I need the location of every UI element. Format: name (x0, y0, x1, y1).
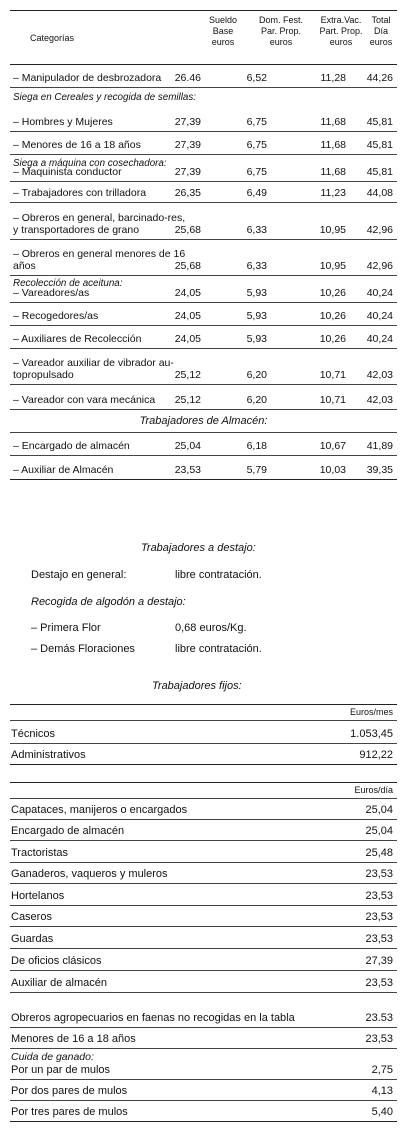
table-row: – Manipulador de desbrozadora 26.46 6,52 11,28 44,26 (10, 65, 397, 88)
table-row: Hortelanos 23,53 (10, 884, 397, 906)
table-row: Guardas 23,53 (10, 927, 397, 949)
wage-table (10, 10, 397, 480)
almacen-heading: Trabajadores de Almacén: (10, 410, 397, 433)
table-row: De oficios clásicos 27,39 (10, 949, 397, 971)
algodon-item-value: 0,68 euros/Kg. (175, 622, 247, 634)
table-row: – Menores de 16 a 18 años 27,39 6,75 11,68 45,81 (10, 132, 397, 155)
unit-mes: Euros/mes (10, 704, 397, 721)
table-row: Encargado de almacén 25,04 (10, 820, 397, 841)
table-row: Auxiliar de almacén 23,53 (10, 971, 397, 993)
table-row: Caseros 23,53 (10, 906, 397, 927)
header-dom-fest: Dom. Fest. Par. Prop. euros (258, 15, 303, 47)
table-row: Técnicos 1.053,45 (10, 721, 397, 744)
header-total: Total Día euros (369, 15, 393, 47)
table-row: Obreros agropecuarios en faenas no recogidas en la tabla 23.53 (10, 993, 397, 1028)
fijos-table-mes (10, 704, 397, 765)
group-heading: Recolección de aceituna: (13, 278, 123, 289)
table-row: – Vareador auxiliar de vibrador au-topropulsado 25,12 6,20 10,71 42,03 (10, 349, 397, 385)
fijos-table-dia (10, 782, 397, 1122)
table-row: – Vareador con vara mecánica 25,12 6,20 10,71 42,03 (10, 385, 397, 410)
table-row: Menores de 16 a 18 años 23,53 (10, 1028, 397, 1049)
table-row: – Maquinista conductor 27,39 6,75 11,68 45,81 (10, 167, 397, 182)
fijos-title: Trabajadores fijos: (152, 680, 242, 692)
table-row: – Auxiliares de Recolección 24,05 5,93 10,26 40,24 (10, 326, 397, 349)
group-heading: Siega a máquina con cosechadora: (13, 158, 167, 169)
table-row: Capataces, manijeros o encargados 25,04 (10, 799, 397, 820)
group-heading: Siega en Cereales y recogida de semillas: (13, 92, 196, 103)
table-row: Ganaderos, vaqueros y muleros 23,53 (10, 863, 397, 884)
header-sueldo: Sueldo Base euros (208, 15, 238, 47)
table-row: Tractoristas 25,48 (10, 841, 397, 863)
table-header (10, 10, 397, 65)
table-row: Administrativos 912,22 (10, 744, 397, 765)
unit-dia: Euros/día (10, 782, 397, 799)
table-row: – Auxiliar de Almacén 23,53 5,79 10,03 39,35 (10, 456, 397, 480)
table-row: Por un par de mulos 2,75 (10, 1061, 397, 1080)
table-row: – Trabajadores con trilladora 26,35 6,49 11,23 44,08 (10, 182, 397, 203)
table-row: Por dos pares de mulos 4,13 (10, 1080, 397, 1101)
algodon-title: Recogida de algodón a destajo: (31, 596, 186, 608)
table-row: Por tres pares de mulos 5,40 (10, 1101, 397, 1122)
table-row: – Vareadores/as 24,05 5,93 10,26 40,24 (10, 287, 397, 303)
table-row: – Obreros en general, barcinado-res, y transportadores de grano 25,68 6,33 10,95 42,96 (10, 203, 397, 240)
table-row: – Encargado de almacén 25,04 6,18 10,67 41,89 (10, 433, 397, 456)
algodon-item-label: – Demás Floraciones (31, 643, 135, 655)
destajo-general-label: Destajo en general: (31, 569, 127, 581)
table-row: – Hombres y Mujeres 27,39 6,75 11,68 45,81 (10, 113, 397, 132)
ganado-heading: Cuida de ganado: (11, 1051, 94, 1063)
destajo-title: Trabajadores a destajo: (141, 542, 256, 554)
destajo-general-value: libre contratación. (175, 569, 262, 581)
algodon-item-label: – Primera Flor (31, 622, 101, 634)
table-body (10, 65, 397, 480)
algodon-item-value: libre contratación. (175, 643, 262, 655)
header-extra-vac: Extra.Vac. Part. Prop. euros (319, 15, 363, 47)
table-row: – Obreros en general menores de 16 años 25,68 6,33 10,95 42,96 (10, 240, 397, 276)
header-categorias: Categorías (30, 33, 75, 43)
table-row: – Recogedores/as 24,05 5,93 10,26 40,24 (10, 303, 397, 326)
